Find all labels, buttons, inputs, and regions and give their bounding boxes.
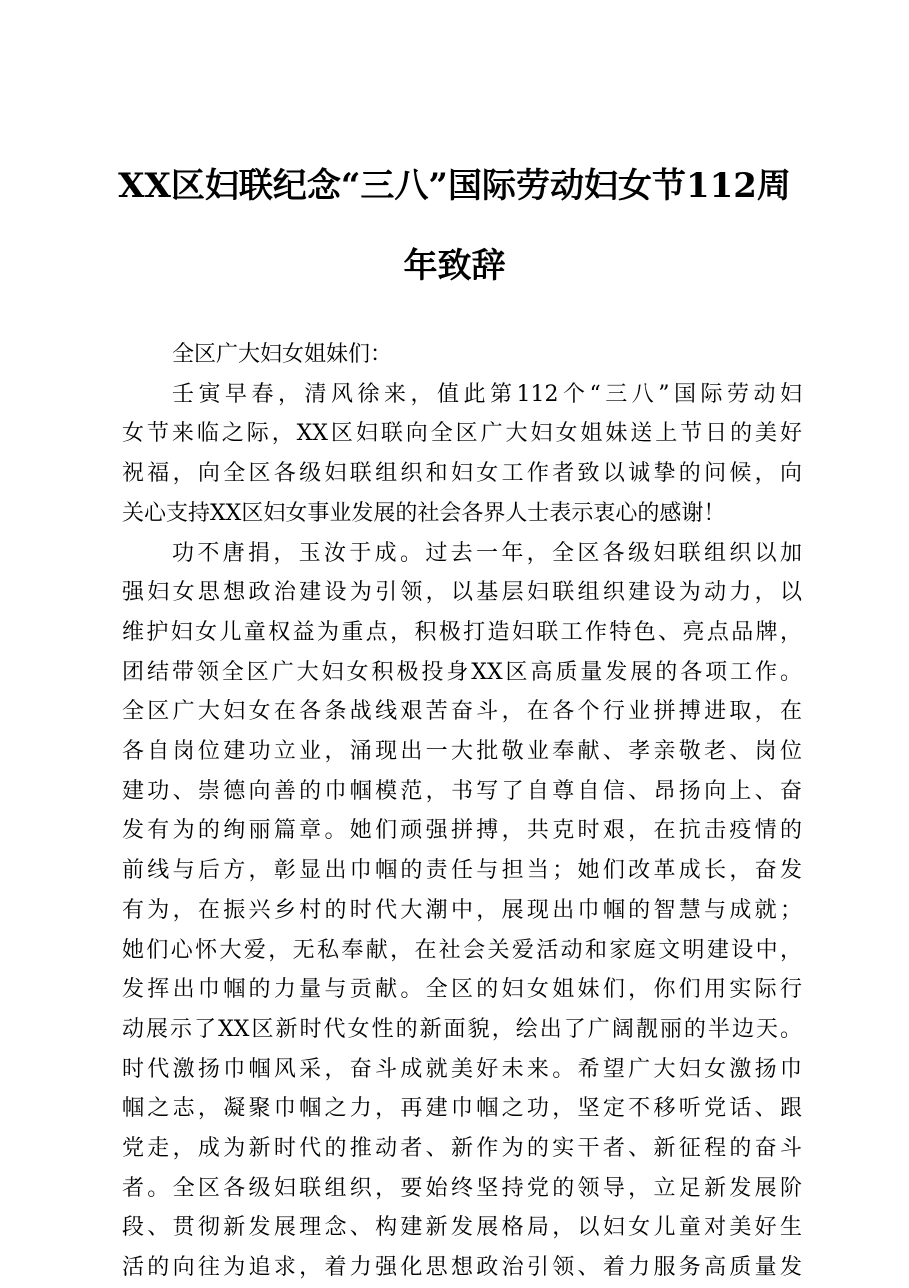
paragraph-line: 全区广大妇女在各条战线艰苦奋斗，在各个行业拼搏进取，在: [122, 699, 802, 725]
paragraph-line: 祝福，向全区各级妇联组织和妇女工作者致以诚挚的问候，向: [122, 461, 802, 487]
paragraph-line: 功不唐捐，玉汝于成。过去一年，全区各级妇联组织以加: [172, 540, 802, 566]
document-title: [100, 146, 809, 306]
title-line-2: 年致辞: [403, 246, 506, 286]
paragraph-line: 各自岗位建功立业，涌现出一大批敬业奉献、孝亲敬老、岗位: [122, 739, 802, 765]
paragraph-line: 时代激扬巾帼风采，奋斗成就美好未来。希望广大妇女激扬巾: [122, 1056, 802, 1082]
paragraph-line: 活的向往为追求，着力强化思想政治引领、着力服务高质量发: [122, 1255, 802, 1281]
paragraph-line: 强妇女思想政治建设为引领，以基层妇联组织建设为动力，以: [122, 580, 802, 606]
paragraph-line: 建功、崇德向善的巾帼模范，书写了自尊自信、昂扬向上、奋: [122, 778, 802, 804]
title-line-1: XX区妇联纪念“三八”国际劳动妇女节112周: [118, 166, 791, 206]
paragraph-2: [122, 534, 802, 1288]
salutation: 全区广大妇女姐妹们：: [172, 342, 393, 367]
paragraph-line: 者。全区各级妇联组织，要始终坚持党的领导，立足新发展阶: [122, 1175, 802, 1201]
paragraph-line: 前线与后方，彰显出巾帼的责任与担当；她们改革成长，奋发: [122, 858, 802, 884]
paragraph-1: [122, 375, 802, 534]
paragraph-line: 动展示了XX区新时代女性的新面貌，绘出了广阔靓丽的半边天。: [122, 1016, 802, 1042]
paragraph-line: 维护妇女儿童权益为重点，积极打造妇联工作特色、亮点品牌，: [122, 619, 802, 645]
paragraph-line: 关心支持XX区妇女事业发展的社会各界人士表示衷心的感谢！: [122, 500, 726, 526]
paragraph-line: 党走，成为新时代的推动者、新作为的实干者、新征程的奋斗: [122, 1136, 802, 1162]
paragraph-line: 发有为的绚丽篇章。她们顽强拼搏，共克时艰，在抗击疫情的: [122, 818, 802, 844]
paragraph-line: 壬寅早春，清风徐来，值此第112个“三八”国际劳动妇: [172, 381, 802, 407]
paragraph-line: 发挥出巾帼的力量与贡献。全区的妇女姐妹们，你们用实际行: [122, 977, 802, 1003]
paragraph-line: 帼之志，凝聚巾帼之力，再建巾帼之功，坚定不移听党话、跟: [122, 1096, 802, 1122]
paragraph-line: 段、贯彻新发展理念、构建新发展格局，以妇女儿童对美好生: [122, 1215, 802, 1241]
paragraph-line: 有为，在振兴乡村的时代大潮中，展现出巾帼的智慧与成就；: [122, 897, 802, 923]
paragraph-line: 她们心怀大爱，无私奉献，在社会关爱活动和家庭文明建设中，: [122, 937, 802, 963]
paragraph-line: 团结带领全区广大妇女积极投身XX区高质量发展的各项工作。: [122, 659, 802, 685]
document-body: [122, 335, 802, 1288]
paragraph-line: 女节来临之际，XX区妇联向全区广大妇女姐妹送上节日的美好: [122, 421, 802, 447]
